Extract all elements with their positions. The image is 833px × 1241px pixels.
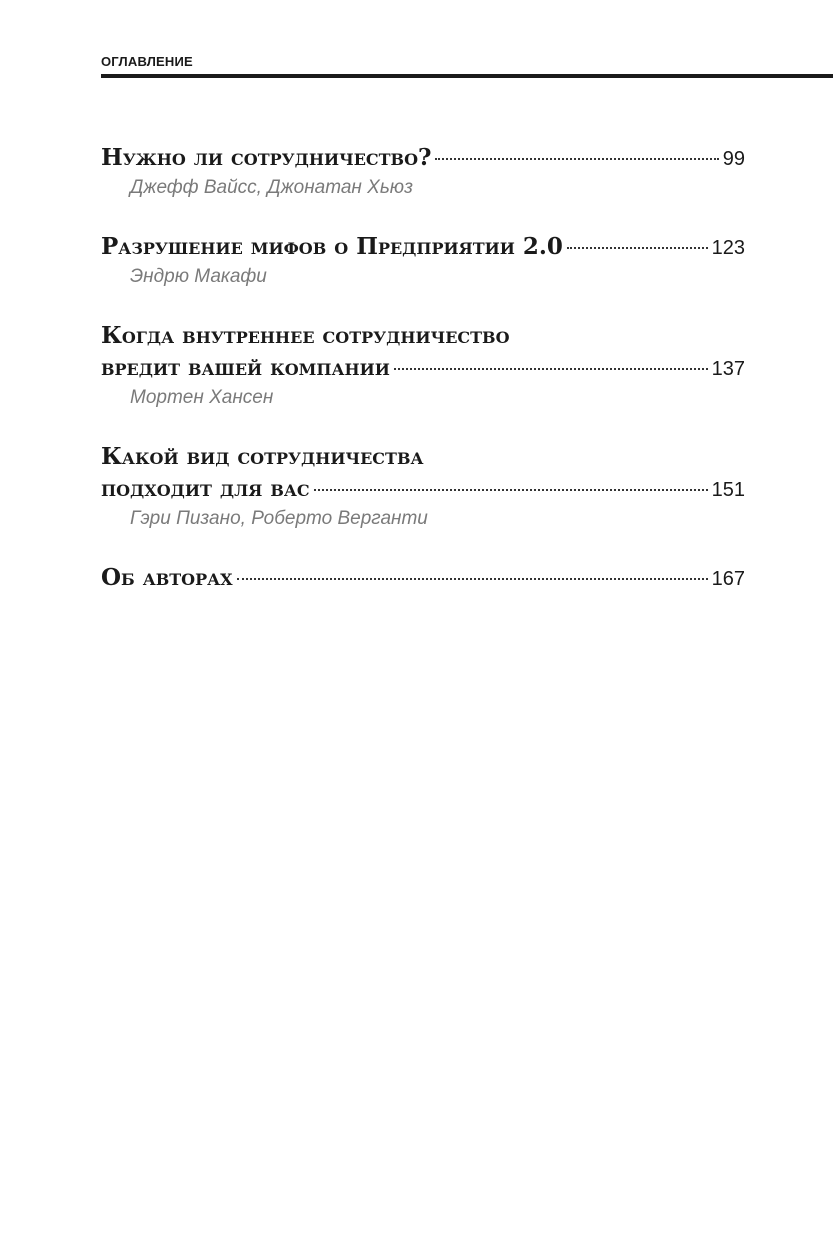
toc-entry-page: 99 xyxy=(722,148,745,170)
toc-entry[interactable] xyxy=(101,142,745,201)
dot-leader xyxy=(394,368,708,370)
header-rule xyxy=(101,74,833,78)
running-head: ОГЛАВЛЕНИЕ xyxy=(101,54,193,69)
toc-entry-title-line-2: подходит для вас xyxy=(101,475,310,502)
table-of-contents xyxy=(101,142,745,625)
toc-entry-page: 123 xyxy=(711,237,745,259)
toc-entry-title-line-1: Какой вид сотрудничества xyxy=(101,443,424,470)
toc-entry-title: Разрушение мифов о Предприятии 2.0 xyxy=(101,233,563,260)
toc-entry-title-line-2: вредит вашей компании xyxy=(101,354,390,381)
toc-entry-author: Эндрю Макафи xyxy=(130,266,267,287)
toc-entry-title-line-1: Когда внутреннее сотрудничество xyxy=(101,322,510,349)
dot-leader xyxy=(435,158,718,160)
toc-entry[interactable] xyxy=(101,562,745,595)
toc-entry-author: Мортен Хансен xyxy=(130,387,274,408)
toc-entry[interactable] xyxy=(101,441,745,532)
toc-entry-title: Нужно ли сотрудничество? xyxy=(101,144,432,171)
dot-leader xyxy=(237,578,708,580)
toc-entry-author: Джефф Вайсс, Джонатан Хьюз xyxy=(130,177,413,198)
toc-entry-page: 151 xyxy=(711,479,745,501)
toc-entry[interactable] xyxy=(101,320,745,411)
toc-entry[interactable] xyxy=(101,231,745,290)
toc-entry-title: Об авторах xyxy=(101,564,233,591)
toc-entry-page: 167 xyxy=(711,568,745,590)
toc-entry-page: 137 xyxy=(711,358,745,380)
dot-leader xyxy=(567,247,708,249)
toc-entry-author: Гэри Пизано, Роберто Верганти xyxy=(130,508,428,529)
dot-leader xyxy=(314,489,708,491)
